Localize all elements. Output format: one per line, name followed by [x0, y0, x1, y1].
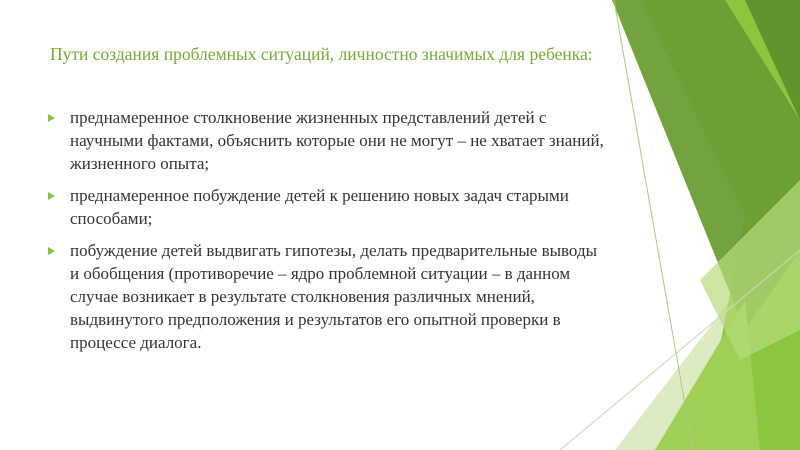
- bullet-list: [48, 106, 608, 363]
- bullet-text: преднамеренное побуждение детей к решению новых задач старыми способами;: [70, 186, 569, 228]
- triangle-bullet-icon: [48, 192, 55, 200]
- slide-title: Пути создания проблемных ситуаций, личностно значимых для ребенка:: [50, 44, 593, 64]
- triangle-bullet-icon: [48, 247, 55, 255]
- bullet-item: [48, 239, 608, 354]
- bullet-text: преднамеренное столкновение жизненных представлений детей с научными фактами, объяснить которые они не могут – не хватает знаний, жизненного опыта;: [70, 108, 604, 173]
- bullet-item: [48, 106, 608, 175]
- bullet-text: побуждение детей выдвигать гипотезы, делать предварительные выводы и обобщения (противоречие – ядро проблемной ситуации – в данном случае возникает в результате столкновения различных мнений, выдвинутого предположения и результатов его опытной проверки в процессе диалога.: [70, 241, 598, 352]
- bullet-item: [48, 184, 608, 230]
- triangle-bullet-icon: [48, 114, 55, 122]
